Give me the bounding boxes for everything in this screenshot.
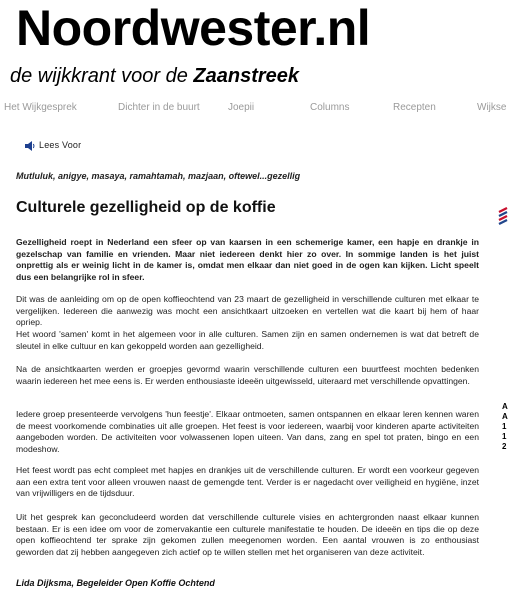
article-paragraph-1: Dit was de aanleiding om op de open koffieochtend van 23 maart de gezelligheid in verschillende culturen met elkaar te vergelijken. Iedereen die aanwezig was mocht een ansichtkaart uitzoeken en vertellen wat die kaart bij hem of haar opriep.	[16, 294, 479, 328]
main-nav	[0, 98, 507, 120]
article-paragraph-4: Het feest wordt pas echt compleet met hapjes en drankjes uit de verschillende culturen. Er wordt een voorkeur gegeven aan een extra tent voor alleen vrouwen naast de gemengde tent. Verder is er nagedacht over veiligheid en hygiëne, inzet van vrijwilligers en de tijdsduur.	[16, 465, 479, 499]
article-paragraph-1b: Het woord 'samen' komt in het algemeen voor in alle culturen. Samen zijn en samen ondernemen is wat dat betreft de sleutel in elke cultuur en kan gekoppeld worden aan gezelligheid.	[16, 329, 479, 351]
nav-item-columns[interactable]: Columns	[310, 102, 350, 113]
article-paragraph-2: Na de ansichtkaarten werden er groepjes gevormd waarin verschillende culturen een buurtfeest mochten bedenken waarin iedereen het mee eens is. Er werden enthousiaste ideeën uitgewisseld, uiteraard met verschillende opvattingen.	[16, 364, 479, 386]
speaker-icon	[24, 139, 36, 151]
article-paragraph-5: Uit het gesprek kan geconcludeerd worden dat verschillende culturele visies en achtergronden naast elkaar kunnen bestaan. Er is een idee om voor de zomervakantie een culturele manifestatie te houden. De ideeën en tips die op deze open koffieochtend ter sprake zijn gekomen zullen meegenomen worden. Een aantal vrouwen is zo enthousiast geworden dat zij hebben aangegeven zich actief op te willen stellen met het organiseren van deze activiteit.	[16, 512, 479, 557]
site-logo[interactable]: Noordwester.nl	[16, 0, 371, 56]
side-column-text: A A 1 1 2	[502, 402, 508, 451]
dutch-flag-icon	[499, 206, 507, 232]
article-tags: Mutluluk, anigye, masaya, ramahtamah, mazjaan, oftewel...gezellig	[16, 171, 301, 181]
nav-item-wijkgesprek[interactable]: Het Wijkgesprek	[4, 102, 77, 113]
site-tagline	[10, 64, 299, 88]
article-title: Culturele gezelligheid op de koffie	[16, 199, 276, 216]
article-paragraph-3: Iedere groep presenteerde vervolgens 'hun feestje'. Elkaar ontmoeten, samen ontspannen en elkaar leren kennen waren de meest voorkomende combinaties uit alle groepen. Het feest is voor iedereen, waarbij voor kinderen aparte activiteiten aangeboden worden. De activiteiten voor volwassenen lopen uiteen. Van dans, zang en spel tot praten, bingo en een modeshow.	[16, 409, 479, 454]
tagline-prefix: de wijkkrant voor de	[10, 65, 194, 87]
lees-voor-button[interactable]	[24, 138, 81, 152]
nav-item-recepten[interactable]: Recepten	[393, 102, 436, 113]
article-intro: Gezelligheid roept in Nederland een sfeer op van kaarsen in een schemerige kamer, een hapje en drankje in gezelschap van familie en vrienden. Maar niet iedereen denkt hier zo over. In sommige landen is het juist onprettig als er weinig licht in de kamer is, omdat men elkaar dan niet goed in de ogen kan kijken. Licht speelt dus een belangrijke rol in sfeer.	[16, 237, 479, 282]
nav-item-wijkse[interactable]: Wijkse	[477, 102, 507, 113]
nav-item-dichter[interactable]: Dichter in de buurt	[118, 102, 200, 113]
tagline-region: Zaanstreek	[193, 65, 300, 87]
lees-voor-label: Lees Voor	[39, 140, 82, 150]
nav-item-joepii[interactable]: Joepii	[228, 102, 255, 113]
article-signature: Lida Dijksma, Begeleider Open Koffie Ochtend	[16, 578, 215, 588]
